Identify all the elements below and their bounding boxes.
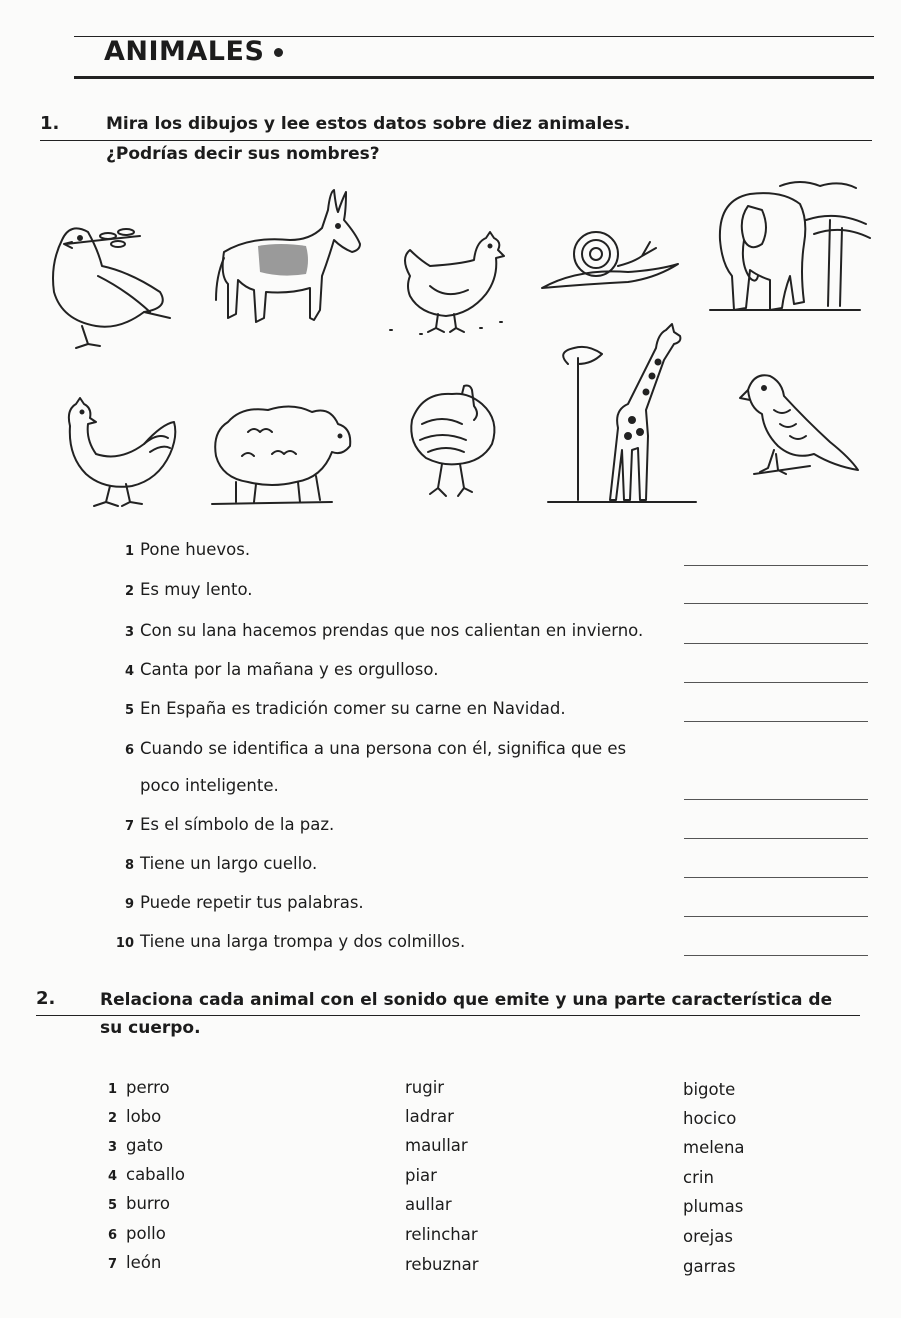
- turkey-picture: [411, 386, 494, 497]
- ex1-item-1: [112, 540, 250, 559]
- ex1-item-7: [112, 815, 334, 834]
- ex2-sound-4: piar: [405, 1166, 437, 1185]
- ex1-item-text: Con su lana hacemos prendas que nos calientan en invierno.: [140, 621, 644, 640]
- snail-picture: [542, 232, 678, 288]
- ex2-part-1: bigote: [683, 1080, 736, 1099]
- ex2-animal-2: [108, 1107, 161, 1126]
- exercise-1-instruction-line2: ¿Podrías decir sus nombres?: [106, 144, 380, 164]
- ex2-animal-text: burro: [126, 1194, 170, 1213]
- page-title: [104, 36, 283, 67]
- ex2-animal-number: 7: [108, 1257, 118, 1272]
- bullet-icon: [274, 48, 283, 57]
- ex1-item-text: Canta por la mañana y es orgulloso.: [140, 660, 439, 679]
- exercise-1-rule: [40, 140, 872, 141]
- ex1-item-10: [112, 932, 465, 951]
- ex1-item-6: [112, 739, 626, 758]
- ex1-item-number: 10: [115, 936, 134, 951]
- ex2-part-5: plumas: [683, 1197, 744, 1216]
- ex2-sound-6: relinchar: [405, 1225, 478, 1244]
- ex1-item-text: Cuando se identifica a una persona con él, significa que es: [140, 739, 627, 758]
- ex2-part-7: garras: [683, 1257, 736, 1276]
- ex2-animal-3: [108, 1136, 163, 1155]
- ex2-animal-number: 6: [108, 1228, 118, 1243]
- dove-picture: [53, 228, 170, 348]
- ex2-animal-4: [108, 1165, 185, 1184]
- ex1-item-text: Tiene una larga trompa y dos colmillos.: [140, 932, 466, 951]
- elephant-picture: [710, 182, 870, 310]
- ex1-answer-line-4[interactable]: [684, 682, 868, 683]
- exercise-1-number: 1.: [40, 113, 60, 134]
- ex2-animal-text: gato: [126, 1136, 164, 1155]
- ex1-item-5: [112, 699, 566, 718]
- ex2-sound-2: ladrar: [405, 1107, 454, 1126]
- ex1-item-number: 5: [124, 703, 134, 718]
- header-bottom-rule: [74, 76, 874, 79]
- ex2-animal-number: 2: [108, 1111, 118, 1126]
- ex1-answer-line-5[interactable]: [684, 721, 868, 722]
- ex2-part-4: crin: [683, 1168, 714, 1187]
- ex1-item-text: Es muy lento.: [140, 580, 253, 599]
- ex1-item-6-continuation: poco inteligente.: [140, 776, 279, 795]
- ex2-animal-text: pollo: [126, 1224, 166, 1243]
- exercise-2-number: 2.: [36, 988, 56, 1009]
- ex2-animal-7: [108, 1253, 161, 1272]
- ex1-item-number: 1: [124, 544, 134, 559]
- ex1-item-2: [112, 580, 253, 599]
- ex1-item-number: 3: [124, 625, 134, 640]
- ex2-animal-text: perro: [126, 1078, 170, 1097]
- rooster-picture: [69, 398, 175, 506]
- ex1-answer-line-3[interactable]: [684, 643, 868, 644]
- page-title-text: ANIMALES: [104, 36, 265, 67]
- ex1-item-4: [112, 660, 438, 679]
- animal-pictures: [40, 180, 880, 520]
- ex1-item-text: Tiene un largo cuello.: [140, 854, 318, 873]
- sheep-picture: [212, 406, 350, 504]
- hen-picture: [390, 232, 504, 334]
- ex1-item-text: Pone huevos.: [140, 540, 251, 559]
- ex2-animal-number: 3: [108, 1140, 118, 1155]
- parrot-picture: [740, 375, 858, 474]
- ex2-animal-1: [108, 1078, 170, 1097]
- exercise-2-rule: [36, 1015, 860, 1016]
- ex2-sound-7: rebuznar: [405, 1255, 479, 1274]
- ex1-answer-line-1[interactable]: [684, 565, 868, 566]
- ex1-item-text: Es el símbolo de la paz.: [140, 815, 335, 834]
- ex1-item-8: [112, 854, 317, 873]
- ex1-item-number: 6: [124, 743, 134, 758]
- exercise-1-instruction-line1: Mira los dibujos y lee estos datos sobre diez animales.: [106, 114, 631, 134]
- ex1-item-number: 2: [124, 584, 134, 599]
- ex1-item-3: [112, 621, 643, 640]
- ex1-answer-line-8[interactable]: [684, 877, 868, 878]
- ex1-item-number: 9: [124, 897, 134, 912]
- ex1-answer-line-2[interactable]: [684, 603, 868, 604]
- ex1-item-text: Puede repetir tus palabras.: [140, 893, 364, 912]
- ex1-item-number: 8: [124, 858, 134, 873]
- ex2-animal-number: 4: [108, 1169, 118, 1184]
- giraffe-picture: [548, 324, 696, 502]
- ex2-sound-1: rugir: [405, 1078, 445, 1097]
- exercise-2-instruction-line2: su cuerpo.: [100, 1018, 201, 1038]
- donkey-picture: [216, 190, 360, 322]
- ex2-part-2: hocico: [683, 1109, 737, 1128]
- ex2-sound-5: aullar: [405, 1195, 452, 1214]
- ex2-animal-text: lobo: [126, 1107, 162, 1126]
- ex1-item-text: En España es tradición comer su carne en Navidad.: [140, 699, 566, 718]
- ex2-animal-text: caballo: [126, 1165, 186, 1184]
- ex2-part-6: orejas: [683, 1227, 733, 1246]
- exercise-2-instruction-line1: Relaciona cada animal con el sonido que emite y una parte característica de: [100, 990, 833, 1010]
- ex1-answer-line-7[interactable]: [684, 838, 868, 839]
- ex2-animal-number: 5: [108, 1198, 118, 1213]
- ex2-part-3: melena: [683, 1138, 745, 1157]
- ex2-animal-text: león: [126, 1253, 162, 1272]
- ex1-answer-line-10[interactable]: [684, 955, 868, 956]
- ex1-item-9: [112, 893, 364, 912]
- ex2-animal-6: [108, 1224, 166, 1243]
- ex2-animal-5: [108, 1194, 170, 1213]
- ex1-item-number: 7: [124, 819, 134, 834]
- ex2-sound-3: maullar: [405, 1136, 468, 1155]
- ex1-answer-line-9[interactable]: [684, 916, 868, 917]
- ex2-animal-number: 1: [108, 1082, 118, 1097]
- ex1-item-number: 4: [124, 664, 134, 679]
- ex1-answer-line-6[interactable]: [684, 799, 868, 800]
